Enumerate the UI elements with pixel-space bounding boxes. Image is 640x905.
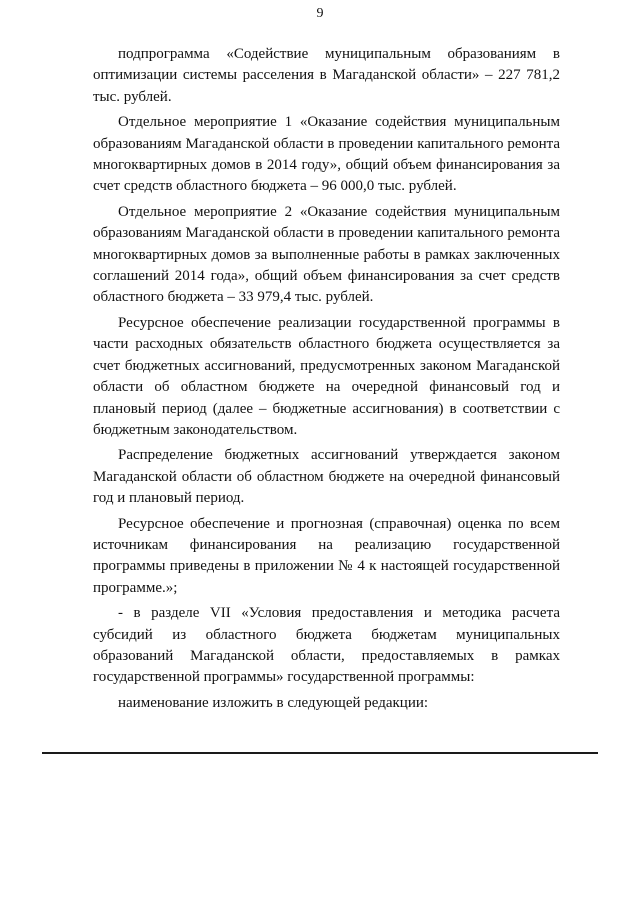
paragraph-subprogram-resettlement: подпрограмма «Содействие муниципальным образованиям в оптимизации системы расселения в Магаданской области» – 227 781,2 тыс. рублей. [93,46,560,105]
footer-divider [42,752,598,754]
page-number: 9 [316,6,324,21]
paragraph-section-vii: - в разделе VII «Условия предоставления и методика расчета субсидий из областного бюджета бюджетам муниципальных образований Магаданской области, предоставляемых в рамках государственной программы» государственной программы: [93,605,560,686]
paragraph-measure-2: Отдельное мероприятие 2 «Оказание содействия муниципальным образованиям Магаданской области в проведении капитального ремонта многоквартирных домов за выполненные работы в рамках заключенных соглашений 2014 года», общий объем финансирования за счет средств областного бюджета – 33 979,4 тыс. рублей. [93,203,560,306]
paragraph-title-wording: наименование изложить в следующей редакции: [118,694,429,711]
document-body [93,44,560,718]
paragraph-resource-forecast: Ресурсное обеспечение и прогнозная (справочная) оценка по всем источникам финансирования на реализацию государственной программы приведены в приложении № 4 к настоящей государственной программе.»; [93,515,560,596]
paragraph-measure-1: Отдельное мероприятие 1 «Оказание содействия муниципальным образованиям Магаданской области в проведении капитального ремонта многоквартирных домов в 2014 году», общий объем финансирования за счет средств областного бюджета – 96 000,0 тыс. рублей. [93,114,560,195]
paragraph-budget-allocation: Распределение бюджетных ассигнований утверждается законом Магаданской области об областном бюджете на очередной финансовый год и плановый период. [93,447,560,507]
paragraph-resource-provision: Ресурсное обеспечение реализации государственной программы в части расходных обязательств областного бюджета осуществляется за счет бюджетных ассигнований, предусмотренных законом Магаданской области об областном бюджете на очередной финансовый год и плановый период (далее – бюджетные ассигнования) в соответствии с бюджетным законодательством. [93,314,560,438]
